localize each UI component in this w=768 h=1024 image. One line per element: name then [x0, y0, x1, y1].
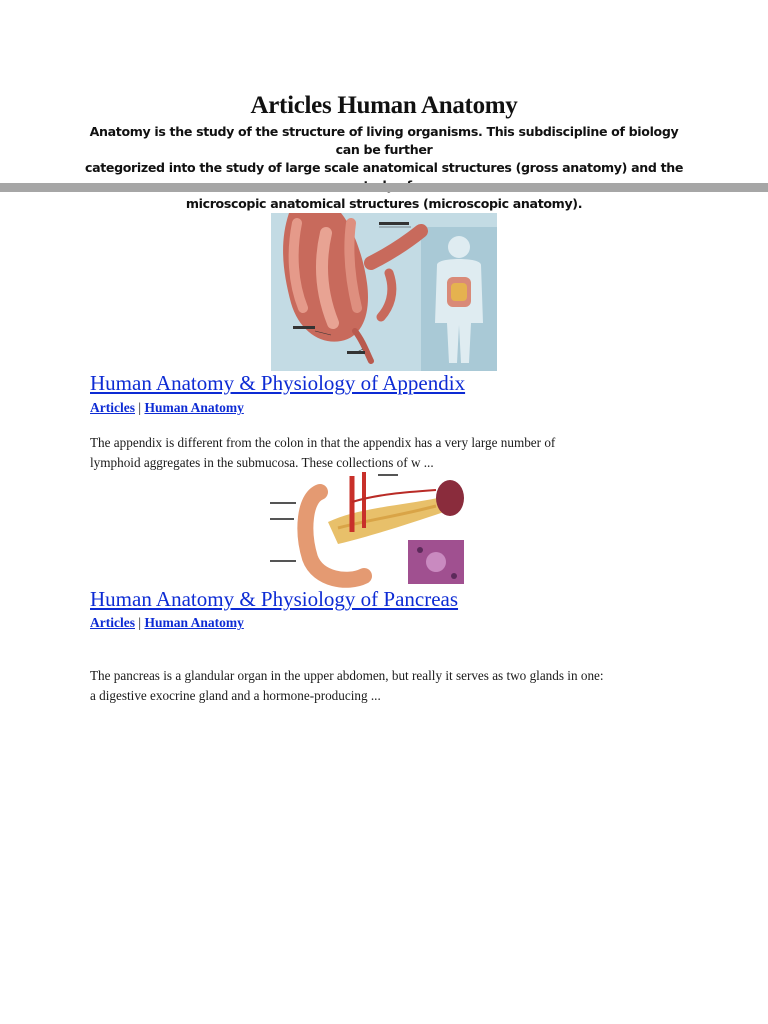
intro-text: [84, 123, 684, 213]
pancreas-illustration-graphic: [268, 472, 468, 588]
category-link[interactable]: Articles: [90, 400, 135, 415]
page-title: Articles Human Anatomy: [250, 92, 518, 119]
tag-link[interactable]: Human Anatomy: [144, 400, 244, 415]
intro-line: Anatomy is the study of the structure of living organisms. This subdiscipline of biology can be further: [89, 124, 679, 157]
article-meta: [90, 400, 244, 416]
excerpt-line: The appendix is different from the colon in that the appendix has a very large number of: [90, 435, 556, 450]
excerpt-line: lymphoid aggregates in the submucosa. These collections of w ...: [90, 455, 434, 470]
excerpt-line: The pancreas is a glandular organ in the upper abdomen, but really it serves as two glands in one:: [90, 668, 604, 683]
intro-line: categorized into the study of large scale anatomical structures (gross anatomy) and the: [84, 160, 684, 175]
intro-line: microscopic anatomical structures (microscopic anatomy).: [185, 196, 583, 211]
tag-link[interactable]: Human Anatomy: [144, 615, 244, 630]
article-meta: [90, 615, 244, 631]
excerpt-line: a digestive exocrine gland and a hormone-producing ...: [90, 688, 381, 703]
article-excerpt: [90, 666, 690, 706]
category-link[interactable]: Articles: [90, 615, 135, 630]
pancreas-illustration[interactable]: [268, 472, 468, 588]
meta-separator: |: [138, 615, 145, 630]
article-title-link[interactable]: Human Anatomy & Physiology of Appendix: [90, 371, 466, 395]
appendix-illustration-graphic: [271, 213, 497, 371]
article-excerpt: [90, 433, 690, 473]
appendix-illustration[interactable]: [271, 213, 497, 371]
article-title-link[interactable]: Human Anatomy & Physiology of Pancreas: [90, 587, 459, 611]
meta-separator: |: [138, 400, 145, 415]
header-divider: [0, 183, 768, 192]
